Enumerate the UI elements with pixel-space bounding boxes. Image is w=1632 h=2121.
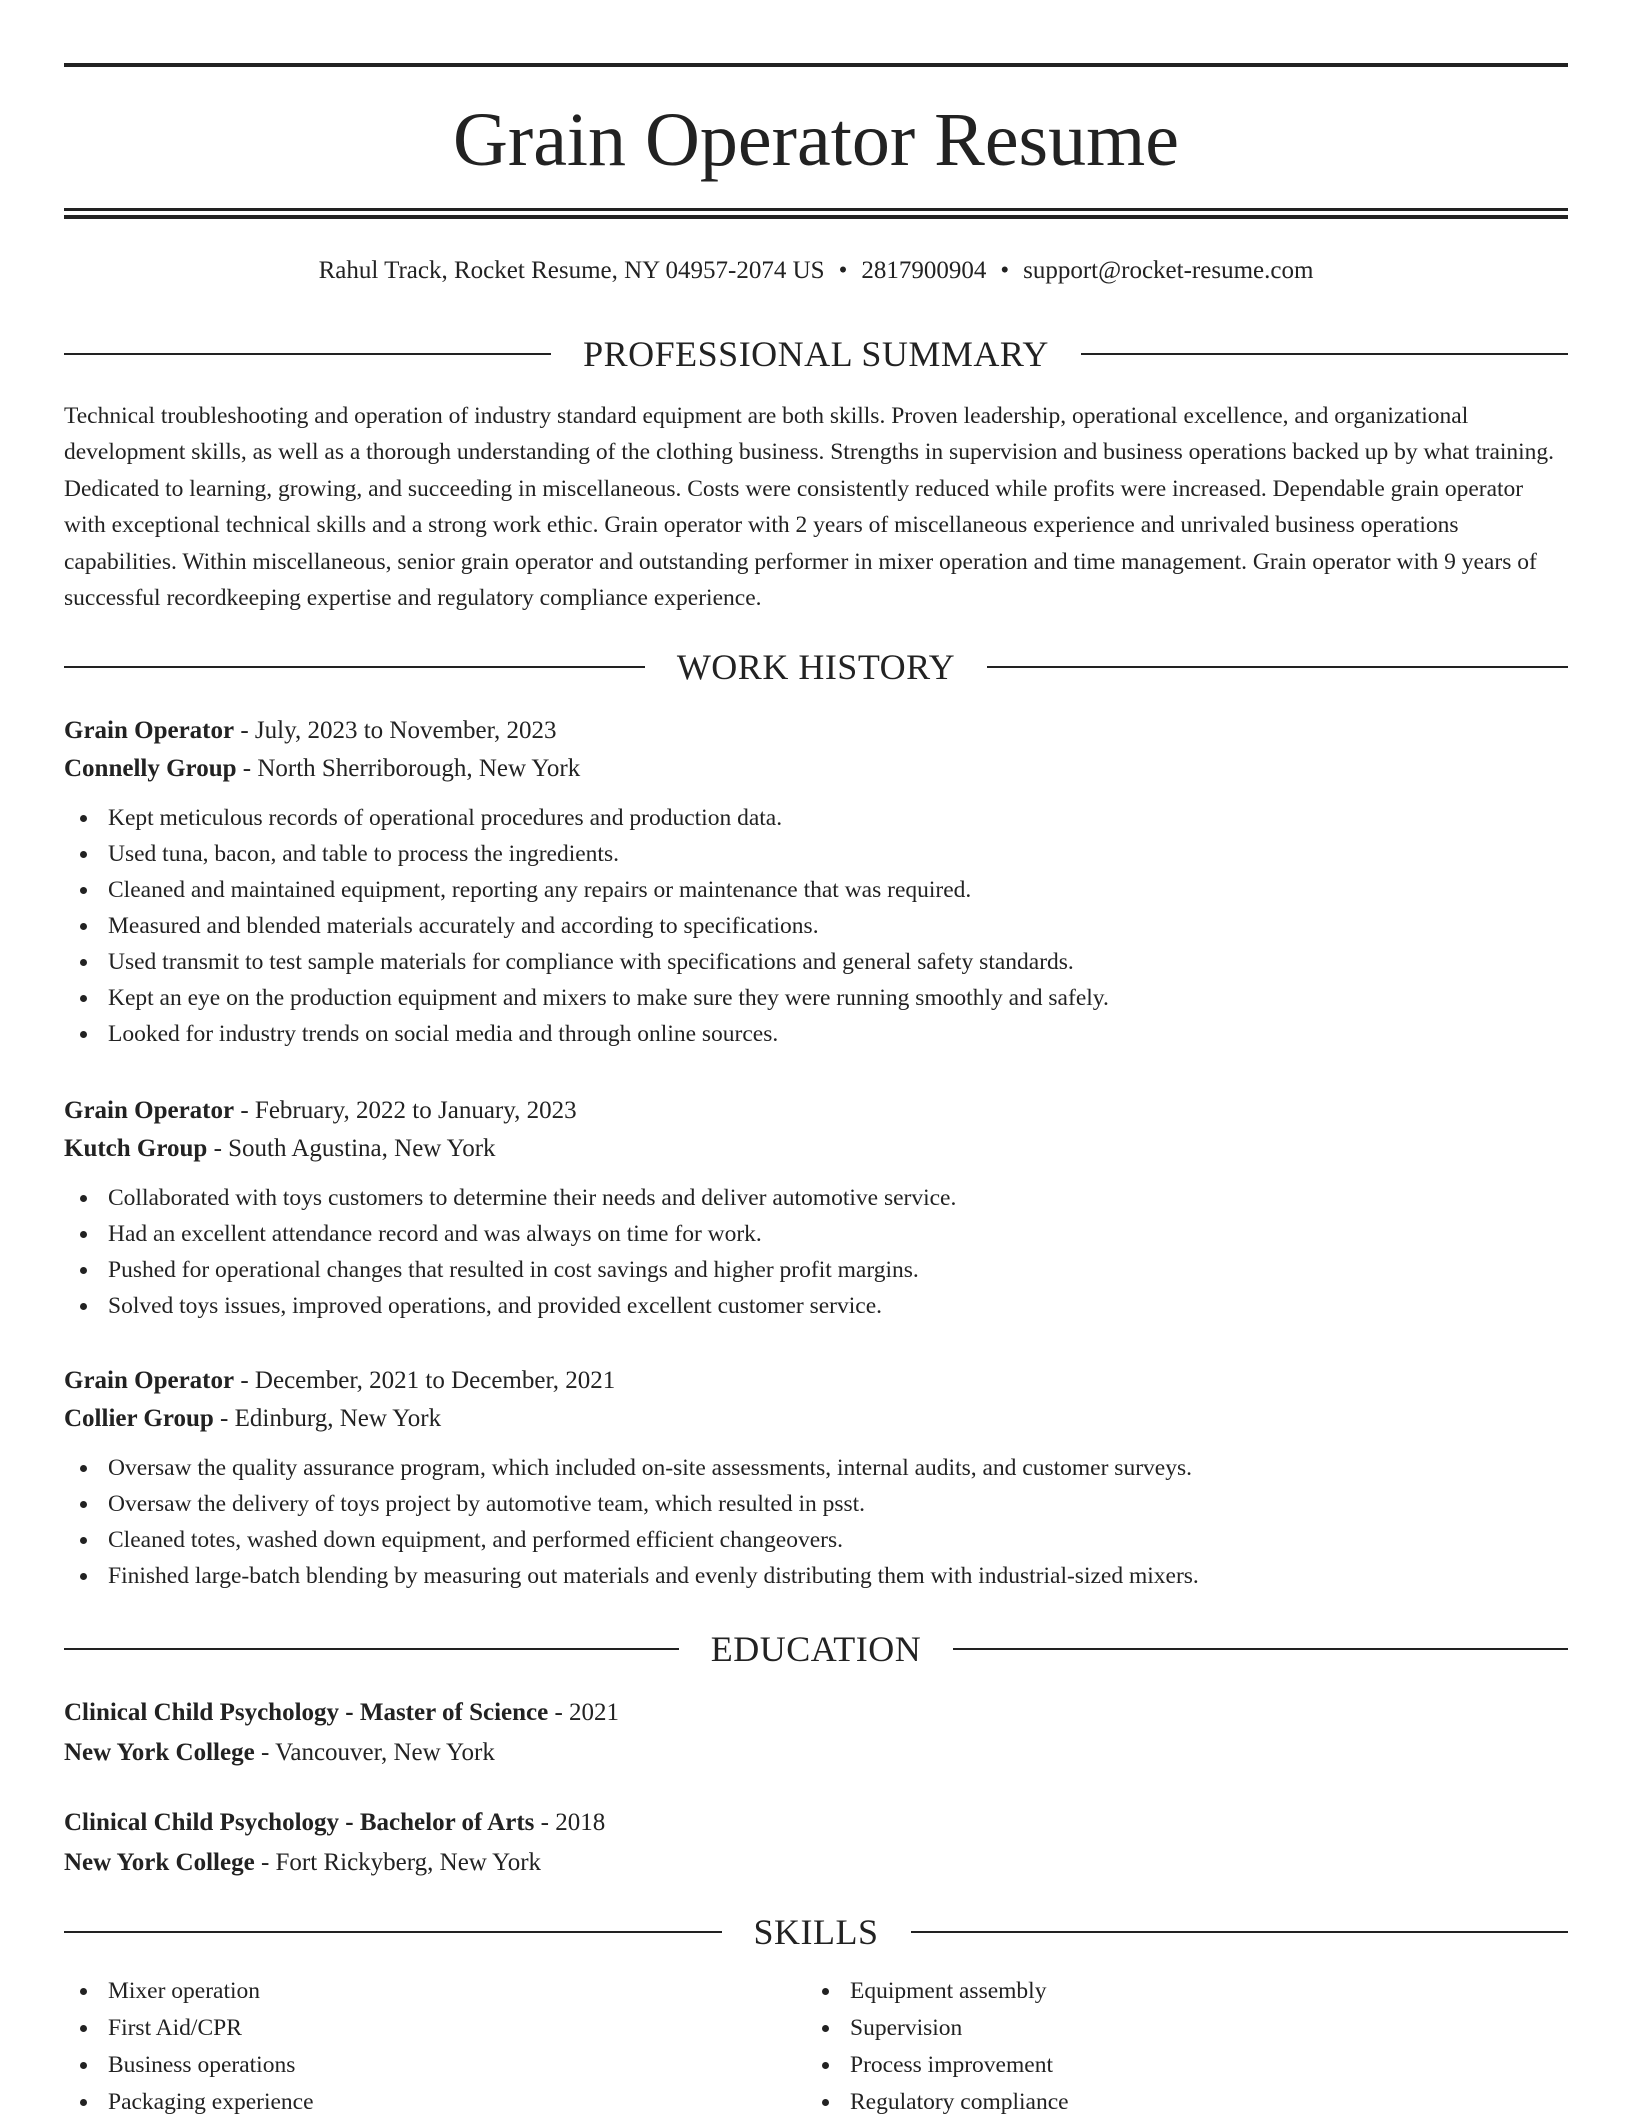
list-item: Collaborated with toys customers to determine their needs and deliver automotive service. [64,1180,1568,1216]
job-bullets [64,800,1568,1052]
title-rule-lower [64,215,1568,219]
title-rule-upper [64,208,1568,211]
list-item: Had an excellent attendance record and was always on time for work. [64,1216,1568,1252]
section-title: PROFESSIONAL SUMMARY [583,334,1049,374]
job-title: Grain Operator [64,717,235,744]
contact-address: Rahul Track, Rocket Resume, NY 04957-2074 US [318,257,825,284]
heading-rule [64,1648,679,1650]
section-heading-skills [64,1910,1568,1954]
heading-rule [1081,353,1568,355]
top-rule [64,63,1568,67]
job-company-line [64,750,1568,788]
job-entry [64,1362,1568,1594]
heading-rule [953,1648,1568,1650]
education-degree: Clinical Child Psychology - Bachelor of Arts [64,1809,535,1836]
skills-list [64,1973,1568,2121]
contact-separator: • [838,257,848,284]
list-item: Used transmit to test sample materials for compliance with specifications and general safety standards. [64,944,1568,980]
contact-email: support@rocket-resume.com [1023,257,1314,284]
education-school: New York College [64,1849,255,1876]
education-school-line [64,1733,1568,1773]
skill-item: Process improvement [806,2047,1548,2084]
skills-column-left [64,1973,806,2121]
job-title: Grain Operator [64,1097,235,1124]
education-entry [64,1803,1568,1883]
job-dates: - July, 2023 to November, 2023 [234,717,557,744]
job-entry [64,1092,1568,1324]
heading-rule [64,353,551,355]
contact-phone: 2817900904 [861,257,987,284]
list-item: Looked for industry trends on social media and through online sources. [64,1016,1568,1052]
page-title: Grain Operator Resume [453,98,1179,182]
job-company: Kutch Group [64,1135,208,1162]
education-degree-line [64,1693,1568,1733]
education-year: - 2018 [534,1809,606,1836]
list-item: Used tuna, bacon, and table to process the ingredients. [64,836,1568,872]
section-heading-summary [64,332,1568,376]
education-degree: Clinical Child Psychology - Master of Science [64,1699,549,1726]
contact-separator: • [1000,257,1010,284]
list-item: Cleaned and maintained equipment, reporting any repairs or maintenance that was required. [64,872,1568,908]
heading-rule [911,1931,1569,1933]
section-heading-education [64,1627,1568,1671]
job-company: Collier Group [64,1405,214,1432]
job-location: - South Agustina, New York [207,1135,496,1162]
list-item: Kept an eye on the production equipment and mixers to make sure they were running smoothly and safely. [64,980,1568,1016]
job-company: Connelly Group [64,755,237,782]
list-item: Pushed for operational changes that resulted in cost savings and higher profit margins. [64,1252,1568,1288]
contact-line [64,254,1568,288]
education-entry [64,1693,1568,1773]
job-company-line [64,1400,1568,1438]
list-item: Kept meticulous records of operational procedures and production data. [64,800,1568,836]
education-degree-line [64,1803,1568,1843]
skill-item: First Aid/CPR [64,2010,806,2047]
job-title-line [64,1092,1568,1130]
education-location: - Vancouver, New York [254,1739,495,1766]
heading-rule [987,666,1568,668]
list-item: Finished large-batch blending by measuring out materials and evenly distributing them with industrial-sized mixers. [64,1558,1568,1594]
heading-rule [64,1931,722,1933]
job-company-line [64,1130,1568,1168]
section-title: SKILLS [753,1912,879,1952]
education-location: - Fort Rickyberg, New York [254,1849,542,1876]
skill-item: Business operations [64,2047,806,2084]
list-item: Oversaw the delivery of toys project by automotive team, which resulted in psst. [64,1486,1568,1522]
skill-item: Equipment assembly [806,1973,1548,2010]
skill-item: Mixer operation [64,1973,806,2010]
section-title: EDUCATION [710,1629,922,1669]
section-heading-work-history [64,645,1568,689]
section-title: WORK HISTORY [676,647,956,687]
heading-rule [64,666,645,668]
list-item: Solved toys issues, improved operations, and provided excellent customer service. [64,1288,1568,1324]
list-item: Measured and blended materials accurately and according to specifications. [64,908,1568,944]
skills-column-right [806,1973,1548,2121]
job-dates: - December, 2021 to December, 2021 [234,1367,616,1394]
education-year: - 2021 [548,1699,620,1726]
job-bullets [64,1180,1568,1324]
professional-summary-text: Technical troubleshooting and operation of industry standard equipment are both skills. Proven leadership, operational excellence, and organizational development skills, as well as a thorough understanding of the clothing business. Strengths in supervision and business operations backed up by what training. Dedicated to learning, growing, and succeeding in miscellaneous. Costs were consistently reduced while profits were increased. Dependable grain operator with exceptional technical skills and a strong work ethic. Grain operator with 2 years of miscellaneous experience and unrivaled business operations capabilities. Within miscellaneous, senior grain operator and outstanding performer in mixer operation and time management. Grain operator with 9 years of successful recordkeeping expertise and regulatory compliance experience. [64,403,1555,612]
job-location: - North Sherriborough, New York [236,755,581,782]
job-entry [64,712,1568,1052]
list-item: Oversaw the quality assurance program, which included on-site assessments, internal audits, and customer surveys. [64,1450,1568,1486]
skill-item: Packaging experience [64,2084,806,2121]
skill-item: Supervision [806,2010,1548,2047]
job-location: - Edinburg, New York [213,1405,442,1432]
job-title-line [64,1362,1568,1400]
job-title-line [64,712,1568,750]
job-bullets [64,1450,1568,1594]
job-title: Grain Operator [64,1367,235,1394]
job-dates: - February, 2022 to January, 2023 [234,1097,577,1124]
education-school: New York College [64,1739,255,1766]
skill-item: Regulatory compliance [806,2084,1548,2121]
list-item: Cleaned totes, washed down equipment, and performed efficient changeovers. [64,1522,1568,1558]
education-school-line [64,1843,1568,1883]
